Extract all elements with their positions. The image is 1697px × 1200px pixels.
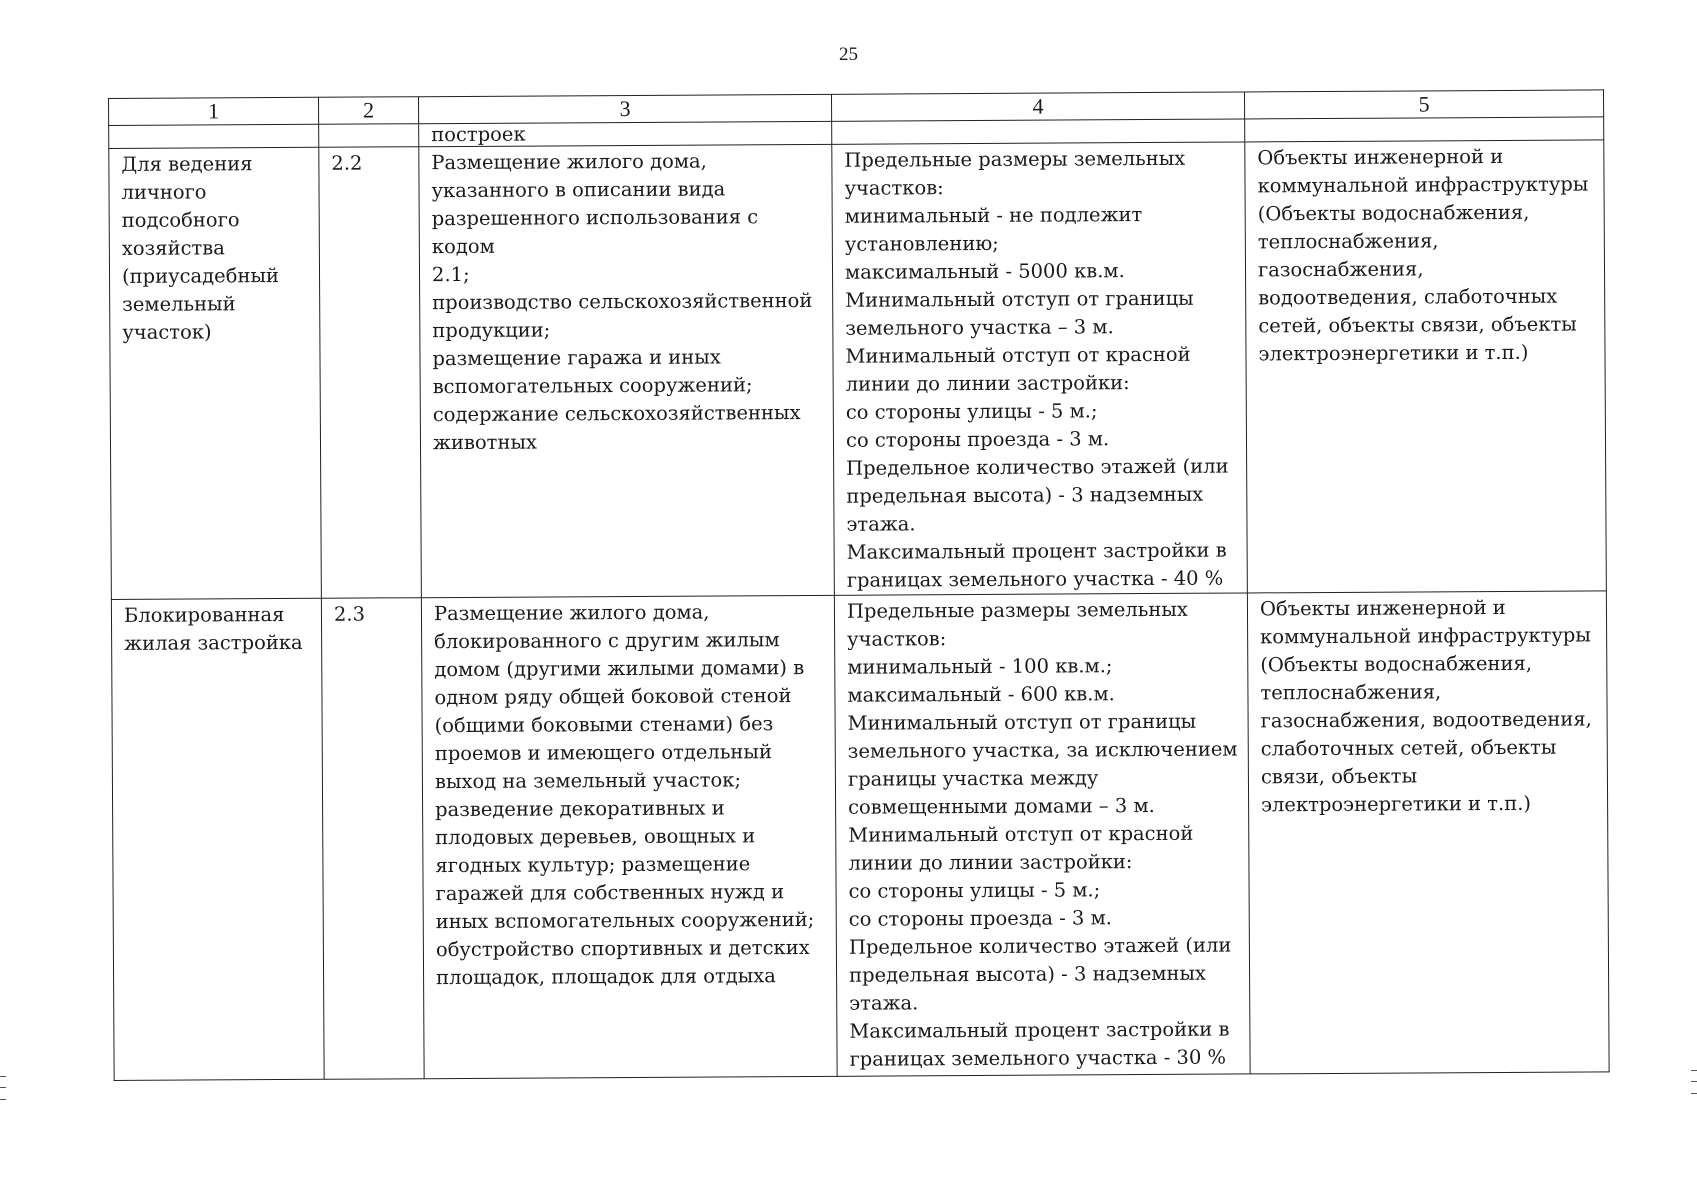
land-use-description: Размещение жилого дома, указанного в описании вида разрешенного использования с кодом 2.1; производство сельскохозяйственной продукции; размещение гаража и иных вспомогательных сооружений; содержание сельскохозяйственных животных: [419, 144, 835, 597]
land-use-description: Размещение жилого дома, блокированного с другим жилым домом (другими жилыми домами) в одном ряду общей боковой стеной (общими боковыми стенами) без проемов и имеющего отдельный выход на земельный участок; разведение декоративных и плодовых деревьев, овощных и ягодных культур; размещение гаражей для собственных нужд и иных вспомогательных сооружений; обустройство спортивных и детских площадок, площадок для отдыха: [421, 595, 837, 1078]
continuation-cell-5: [1245, 117, 1604, 142]
column-number-2: 2: [318, 97, 418, 125]
continuation-cell-2: [319, 124, 419, 148]
land-use-table-container: [108, 89, 1609, 1081]
column-number-3: 3: [418, 94, 831, 123]
land-use-code: 2.3: [321, 598, 424, 1080]
land-use-code: 2.2: [319, 147, 422, 599]
column-number-1: 1: [109, 97, 319, 125]
land-use-name: Для ведения личного подсобного хозяйства (приусадебный земельный участок): [109, 147, 322, 599]
page-number: 25: [839, 44, 858, 65]
left-scan-edge-mark: [0, 1076, 6, 1100]
continuation-cell-4: [832, 119, 1245, 144]
land-use-infrastructure: Объекты инженерной и коммунальной инфраструктуры (Объекты водоснабжения, теплоснабжения, газоснабжения, водоотведения, слаботочных сетей, объекты связи, объекты электроэнергетики и т.п.): [1247, 591, 1609, 1074]
table-row: [109, 140, 1607, 600]
land-use-parameters: Предельные размеры земельных участков: минимальный - не подлежит установлению; максимальный - 5000 кв.м. Минимальный отступ от границы земельного участка – 3 м. Минимальный отступ от красной линии до линии застройки: со стороны улицы - 5 м.; со стороны проезда - 3 м. Предельное количество этажей (или предельная высота) - 3 надземных этажа. Максимальный процент застройки в границах земельного участка - 40 %: [832, 142, 1248, 595]
table-row: [111, 591, 1609, 1081]
column-number-4: 4: [831, 92, 1244, 121]
land-use-name: Блокированная жилая застройка: [111, 598, 324, 1080]
land-use-infrastructure: Объекты инженерной и коммунальной инфраструктуры (Объекты водоснабжения, теплоснабжения, газоснабжения, водоотведения, слаботочных сетей, объекты связи, объекты электроэнергетики и т.п.): [1245, 140, 1607, 593]
right-scan-edge-mark: [1691, 1070, 1697, 1094]
land-use-table: [108, 89, 1610, 1081]
land-use-parameters: Предельные размеры земельных участков: минимальный - 100 кв.м.; максимальный - 600 кв.м. Минимальный отступ от границы земельного участка, за исключением границы участка между совмещенными домами – 3 м. Минимальный отступ от красной линии до линии застройки: со стороны улицы - 5 м.; со стороны проезда - 3 м. Предельное количество этажей (или предельная высота) - 3 надземных этажа. Максимальный процент застройки в границах земельного участка - 30 %: [834, 593, 1250, 1076]
continuation-cell-3: построек: [419, 121, 832, 146]
column-number-5: 5: [1244, 90, 1603, 119]
continuation-cell-1: [109, 124, 319, 148]
